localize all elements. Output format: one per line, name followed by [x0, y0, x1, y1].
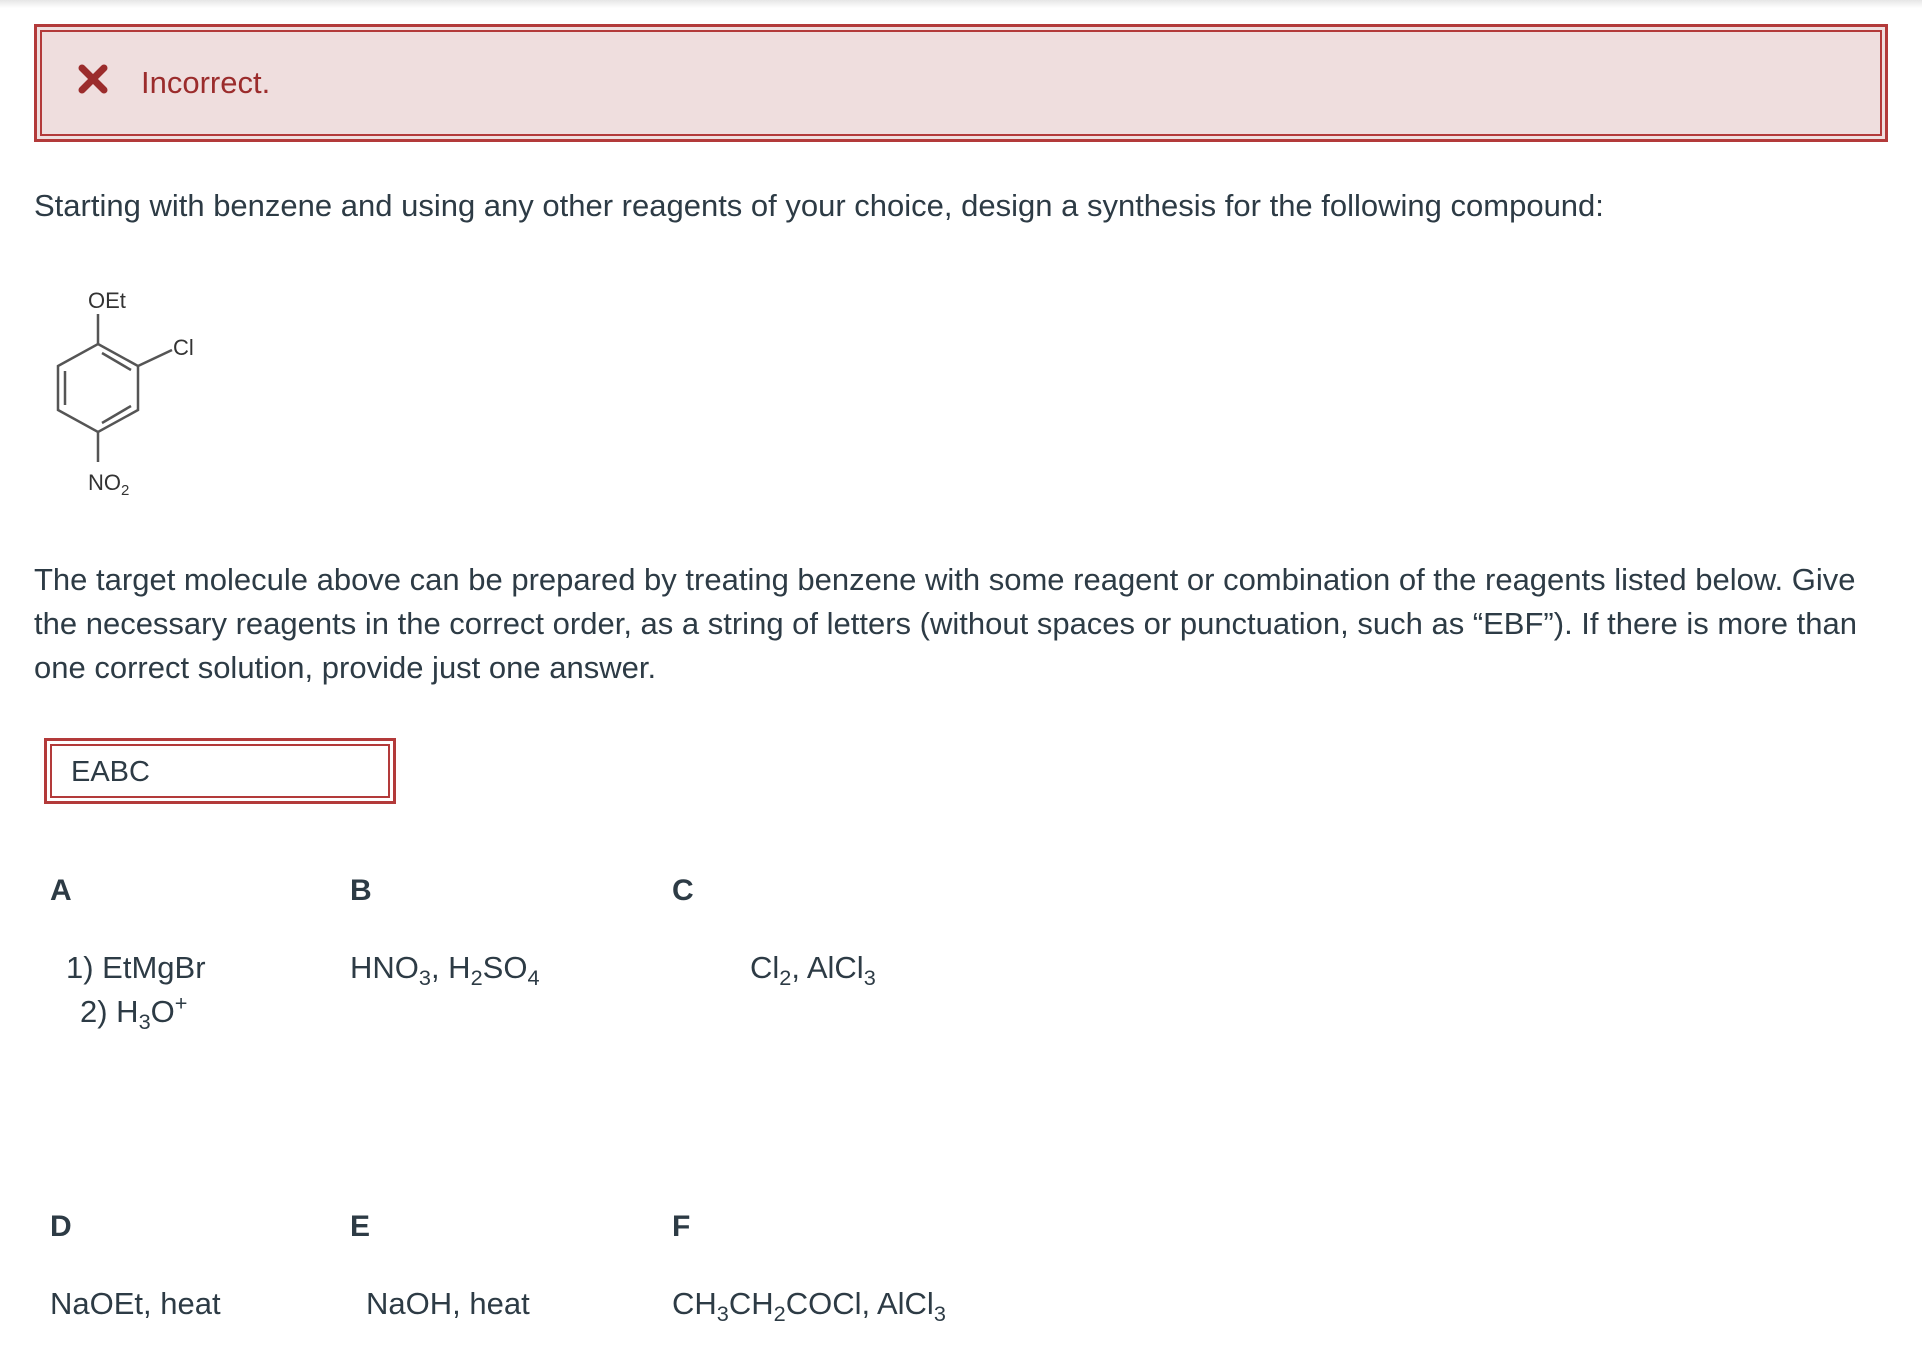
option-e-reagents: NaOH, heat — [366, 1286, 530, 1321]
no2-substituent-label: $NO_2$ — [88, 470, 130, 499]
oet-substituent-label: OEt — [88, 288, 126, 313]
option-f-reagents: $CH_3CH_2COCl$, AlCl$_3$ — [672, 1286, 946, 1327]
option-label-a: A — [50, 874, 72, 907]
close-x-icon — [75, 61, 111, 97]
option-b-reagents: $HNO_3$, $H_2SO_4$ — [350, 950, 540, 991]
question-prompt: Starting with benzene and using any other reagents of your choice, design a synthesis for the following compound: — [34, 188, 1604, 223]
option-label-f: F — [672, 1210, 691, 1243]
option-label-d: D — [50, 1210, 72, 1243]
feedback-message: Incorrect. — [141, 65, 271, 100]
option-a-reagent-line-2: 2) $H_3O^+$ — [80, 990, 188, 1035]
cl-substituent-label: Cl — [173, 335, 194, 360]
incorrect-feedback-banner — [34, 24, 1888, 142]
option-c-reagents: $Cl_2$, AlCl$_3$ — [750, 950, 876, 991]
option-label-b: B — [350, 874, 372, 907]
answer-input[interactable] — [71, 755, 371, 789]
option-a-reagent-line-1: 1) EtMgBr — [66, 950, 206, 985]
option-label-e: E — [350, 1210, 371, 1243]
option-d-reagents: NaOEt, heat — [50, 1286, 221, 1321]
target-molecule-structure — [40, 282, 220, 512]
answer-field-container — [44, 738, 396, 804]
option-label-c: C — [672, 874, 694, 907]
top-divider — [0, 0, 1922, 8]
question-instructions: The target molecule above can be prepared by treating benzene with some reagent or combination of the reagents listed below. Give the necessary reagents in the correct order, as a string of letters (without spaces or punctuation, such as “EBF”). If there is more than one correct solution, provide just one answer. — [34, 562, 1857, 685]
